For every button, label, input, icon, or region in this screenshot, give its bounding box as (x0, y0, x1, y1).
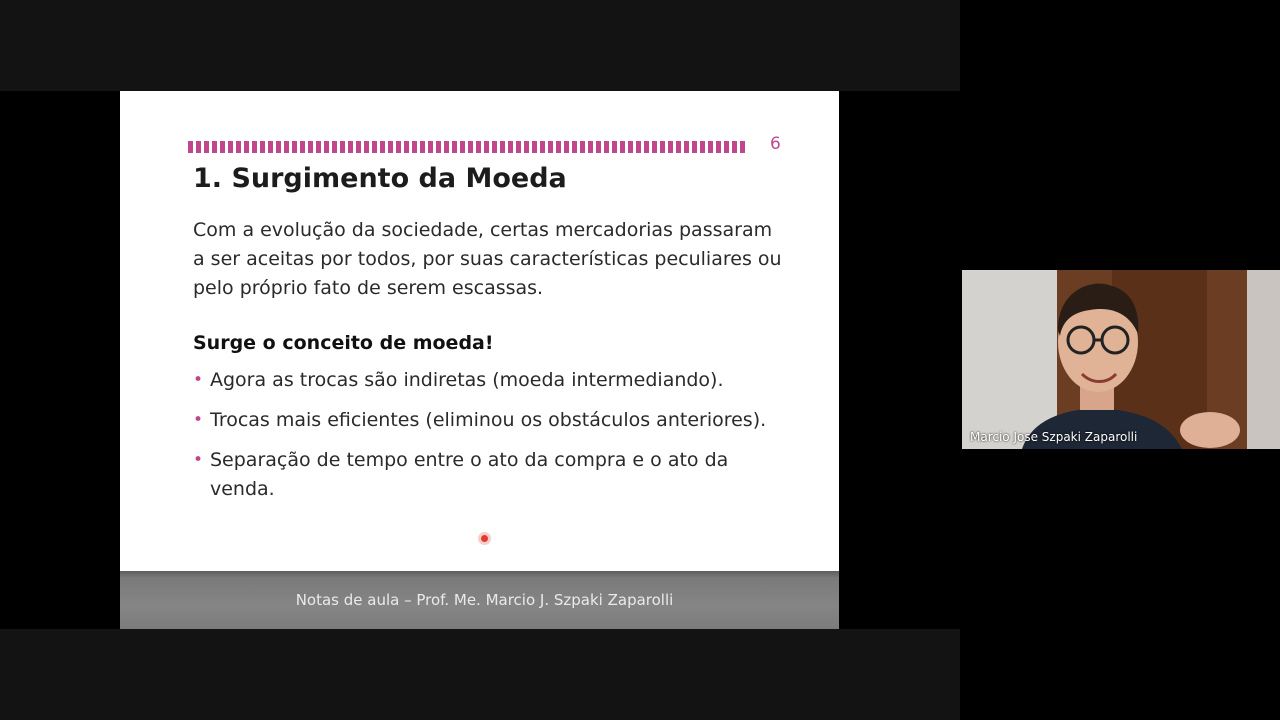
bullet-item (193, 406, 773, 435)
bullet-item (193, 366, 773, 395)
slide-subheading: Surge o conceito de moeda! (193, 332, 494, 354)
bullet-text: Agora as trocas são indiretas (moeda intermediando). (210, 369, 724, 391)
footer-text: Notas de aula – Prof. Me. Marcio J. Szpaki Zaparolli (295, 591, 674, 609)
webcam-feed-image (962, 270, 1280, 449)
slide-title: 1. Surgimento da Moeda (193, 163, 567, 194)
header-stripe (188, 141, 748, 153)
participant-video-tile[interactable] (962, 270, 1280, 449)
slide-intro-text: Com a evolução da sociedade, certas mercadorias passaram a ser aceitas por todos, por suas características peculiares ou pelo próprio fato de serem escassas. (193, 219, 782, 299)
bullet-dot-icon: • (193, 370, 204, 390)
bullet-list (193, 366, 773, 515)
presentation-slide (120, 91, 839, 629)
bullet-text: Separação de tempo entre o ato da compra e o ato da venda. (210, 449, 729, 500)
bullet-item (193, 446, 773, 504)
bullet-dot-icon: • (193, 410, 204, 430)
bullet-dot-icon: • (193, 450, 204, 470)
bullet-text: Trocas mais eficientes (eliminou os obstáculos anteriores). (210, 409, 767, 431)
slide-footer (120, 571, 839, 629)
slide-page-number: 6 (770, 134, 781, 154)
participant-name-label: Marcio Jose Szpaki Zaparolli (970, 430, 1138, 444)
laser-pointer-icon (481, 535, 488, 542)
